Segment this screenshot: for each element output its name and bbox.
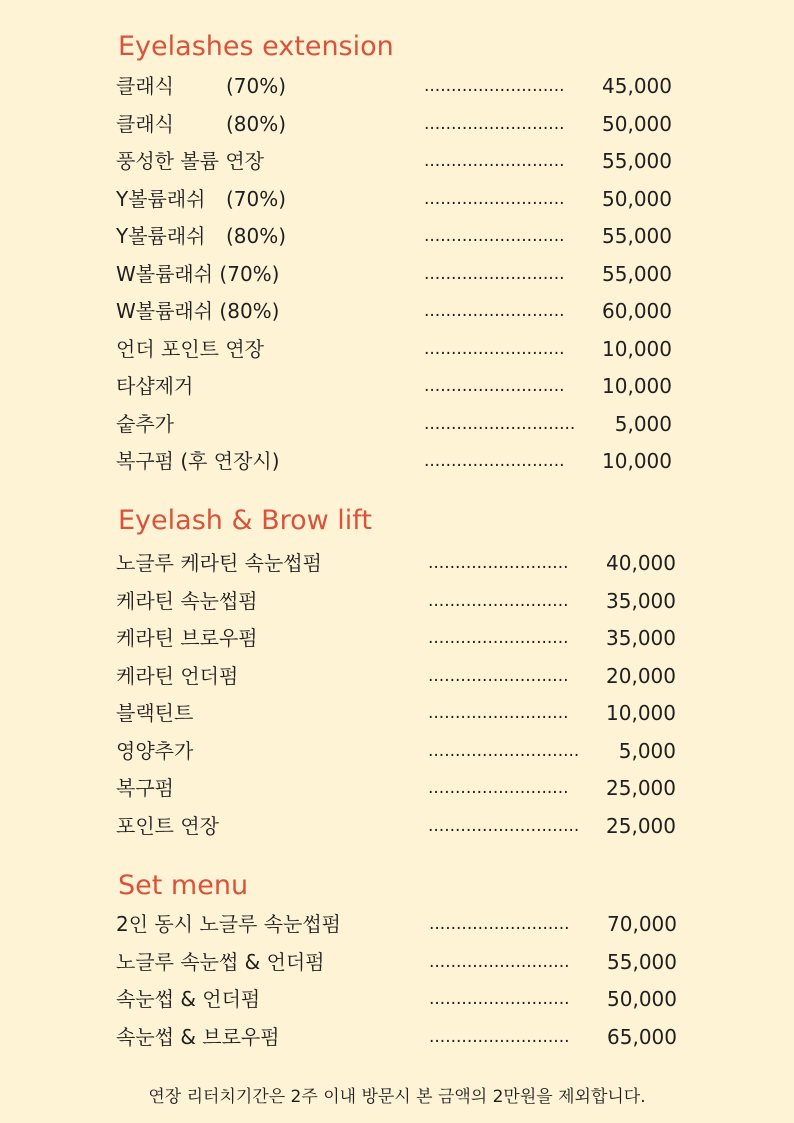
menu-item-name: 숱추가 xyxy=(116,411,174,436)
menu-item-row xyxy=(0,259,794,289)
menu-item-name: 2인 동시 노글루 속눈썹펌 xyxy=(116,912,341,936)
menu-item-name: 속눈썹 & 언더펌 xyxy=(116,987,261,1011)
dot-leader: .......................... xyxy=(424,301,565,321)
menu-item-row xyxy=(0,773,794,803)
menu-item-row xyxy=(0,984,794,1014)
menu-item-price: 25,000 xyxy=(606,776,676,800)
menu-item-row xyxy=(0,623,794,653)
dot-leader: .......................... xyxy=(429,951,570,972)
menu-item-price: 65,000 xyxy=(607,1024,677,1049)
menu-item-price: 20,000 xyxy=(606,663,676,688)
menu-item-row xyxy=(0,221,794,251)
menu-item-price: 5,000 xyxy=(618,738,676,763)
menu-item-name: 타샵제거 xyxy=(116,374,194,398)
menu-item-name: 케라틴 브로우펌 xyxy=(116,626,258,650)
dot-leader: .......................... xyxy=(428,553,569,573)
dot-leader: .......................... xyxy=(424,376,565,396)
menu-item-price: 10,000 xyxy=(606,701,676,725)
menu-item-row xyxy=(0,698,794,728)
menu-item-price: 60,000 xyxy=(602,299,672,323)
dot-leader: .......................... xyxy=(424,76,565,96)
dot-leader: .......................... xyxy=(429,1026,570,1047)
menu-item-price: 35,000 xyxy=(606,588,676,613)
dot-leader: .......................... xyxy=(424,226,565,246)
menu-item-row xyxy=(0,409,794,439)
menu-item-row xyxy=(0,736,794,766)
dot-leader: .......................... xyxy=(429,989,570,1009)
menu-item-name: W볼륨래쉬 (80%) xyxy=(116,299,280,323)
menu-item-name: 속눈썹 & 브로우펌 xyxy=(116,1024,280,1049)
menu-item-price: 50,000 xyxy=(602,111,672,136)
menu-item-row xyxy=(0,109,794,139)
menu-item-option: (80%) xyxy=(226,111,287,136)
menu-item-price: 55,000 xyxy=(602,261,672,286)
dot-leader: .......................... xyxy=(429,914,570,934)
menu-item-price: 55,000 xyxy=(602,224,672,248)
menu-item-name: Y볼륨래쉬 xyxy=(116,224,206,248)
menu-item-price: 55,000 xyxy=(607,949,677,974)
menu-item-name: 블랙틴트 xyxy=(116,701,194,725)
menu-item-row xyxy=(0,548,794,578)
menu-item-price: 45,000 xyxy=(602,74,672,98)
menu-item-name: 케라틴 속눈썹펌 xyxy=(116,588,258,613)
menu-item-row xyxy=(0,1022,794,1052)
menu-item-name: 노글루 속눈썹 & 언더펌 xyxy=(116,949,325,974)
dot-leader: ............................ xyxy=(424,413,576,434)
dot-leader: .......................... xyxy=(428,665,569,686)
menu-item-name: 포인트 연장 xyxy=(116,813,219,838)
dot-leader: .......................... xyxy=(424,188,565,209)
menu-item-row xyxy=(0,661,794,691)
menu-item-row xyxy=(0,296,794,326)
menu-item-row xyxy=(0,586,794,616)
menu-item-price: 25,000 xyxy=(606,813,676,838)
menu-item-name: 언더 포인트 연장 xyxy=(116,336,264,361)
dot-leader: .......................... xyxy=(428,703,569,723)
dot-leader: .......................... xyxy=(424,151,565,171)
dot-leader: ............................ xyxy=(428,740,580,761)
dot-leader: .......................... xyxy=(428,628,569,648)
menu-item-price: 70,000 xyxy=(607,912,677,936)
menu-item-price: 35,000 xyxy=(606,626,676,650)
dot-leader: ............................ xyxy=(428,815,580,836)
menu-item-row xyxy=(0,371,794,401)
menu-item-row xyxy=(0,909,794,939)
menu-item-row xyxy=(0,146,794,176)
menu-item-name: W볼륨래쉬 (70%) xyxy=(116,261,280,286)
footer-note: 연장 리터치기간은 2주 이내 방문시 본 금액의 2만원을 제외합니다. xyxy=(148,1087,646,1107)
dot-leader: .......................... xyxy=(424,263,565,284)
menu-item-price: 5,000 xyxy=(614,411,672,436)
menu-item-row xyxy=(0,811,794,841)
menu-item-name: 복구펌 xyxy=(116,776,174,800)
section-title: Set menu xyxy=(118,870,249,901)
menu-item-row xyxy=(0,947,794,977)
dot-leader: .......................... xyxy=(428,590,569,611)
menu-item-name: 클래식 xyxy=(116,111,174,136)
dot-leader: .......................... xyxy=(424,113,565,134)
menu-item-option: (70%) xyxy=(226,74,287,98)
menu-item-price: 10,000 xyxy=(602,449,672,473)
menu-item-price: 55,000 xyxy=(602,149,672,173)
menu-item-name: 영양추가 xyxy=(116,738,194,763)
menu-item-option: (80%) xyxy=(226,224,287,248)
dot-leader: .......................... xyxy=(428,778,569,798)
menu-item-name: 노글루 케라틴 속눈썹펌 xyxy=(116,551,322,575)
menu-item-price: 10,000 xyxy=(602,336,672,361)
dot-leader: .......................... xyxy=(424,338,565,359)
menu-item-name: 케라틴 언더펌 xyxy=(116,663,239,688)
menu-item-name: Y볼륨래쉬 xyxy=(116,186,206,211)
menu-item-name: 풍성한 볼륨 연장 xyxy=(116,149,264,173)
menu-item-price: 40,000 xyxy=(606,551,676,575)
menu-item-name: 클래식 xyxy=(116,74,174,98)
menu-item-name: 복구펌 (후 연장시) xyxy=(116,449,280,473)
menu-item-row xyxy=(0,184,794,214)
section-title: Eyelashes extension xyxy=(118,31,394,62)
menu-item-price: 10,000 xyxy=(602,374,672,398)
menu-item-row xyxy=(0,334,794,364)
menu-item-price: 50,000 xyxy=(607,987,677,1011)
menu-item-price: 50,000 xyxy=(602,186,672,211)
dot-leader: .......................... xyxy=(424,451,565,471)
menu-item-row xyxy=(0,71,794,101)
menu-item-option: (70%) xyxy=(226,186,287,211)
menu-item-row xyxy=(0,446,794,476)
section-title: Eyelash & Brow lift xyxy=(118,505,372,536)
